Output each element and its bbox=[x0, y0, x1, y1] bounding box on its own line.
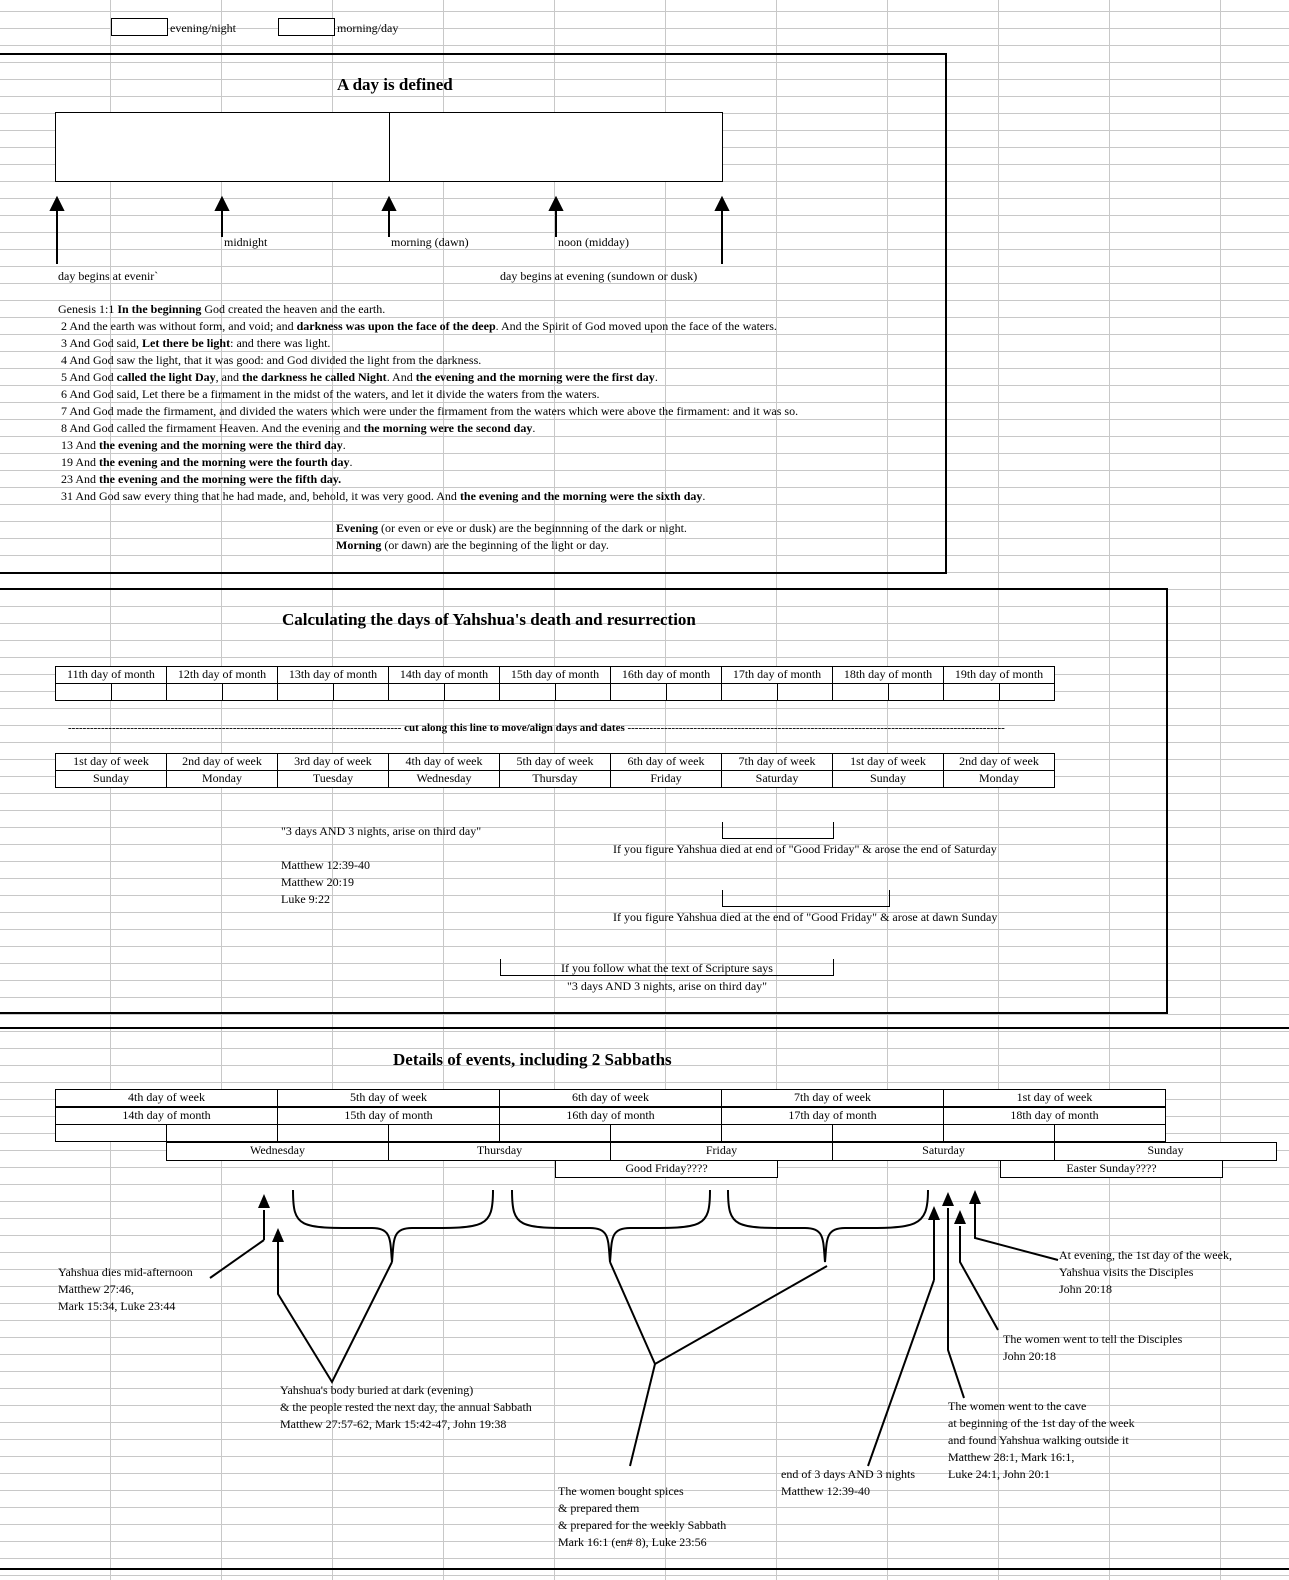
event-body-buried bbox=[280, 1382, 532, 1433]
week-cell: 2nd day of week bbox=[943, 753, 1055, 771]
visit-line: At evening, the 1st day of the week, bbox=[1059, 1248, 1232, 1262]
label-day-begins-left: day begins at evenir` bbox=[58, 269, 159, 283]
weekday-cell: Monday bbox=[943, 770, 1055, 788]
verse-text: 6 And God said, Let there be a firmament in the midst of the waters, and let it divide the waters from the waters. bbox=[58, 387, 600, 401]
weekday-cell: Saturday bbox=[832, 1142, 1055, 1161]
week-cell: 6th day of week bbox=[499, 1089, 722, 1107]
week-cell: 3rd day of week bbox=[277, 753, 389, 771]
verse-text: . bbox=[654, 370, 658, 384]
weekday-cell: Friday bbox=[610, 770, 722, 788]
month-cell: 12th day of month bbox=[166, 666, 278, 684]
week-cell: 1st day of week bbox=[832, 753, 944, 771]
verse-text: the evening and the morning were the fifth day. bbox=[99, 472, 342, 486]
cave-line: and found Yahshua walking outside it bbox=[948, 1433, 1129, 1447]
cave-line: Matthew 28:1, Mark 16:1, bbox=[948, 1450, 1075, 1464]
week-cell: 7th day of week bbox=[721, 1089, 944, 1107]
visit-line: John 20:18 bbox=[1059, 1282, 1113, 1296]
note-text: (or dawn) are the beginning of the light or day. bbox=[381, 538, 609, 552]
verse-text: . And bbox=[386, 370, 416, 384]
verse-text: . bbox=[702, 489, 706, 503]
note-text: Evening bbox=[336, 521, 379, 535]
month-cell: 15th day of month bbox=[277, 1107, 500, 1125]
weekday-cell: Thursday bbox=[499, 770, 611, 788]
verse-text: 23 And bbox=[58, 472, 100, 486]
verse-text: called the light Day bbox=[116, 370, 216, 384]
month-cell: 16th day of month bbox=[610, 666, 722, 684]
week-cell: 4th day of week bbox=[55, 1089, 278, 1107]
verse-text: Genesis 1:1 bbox=[58, 302, 118, 316]
weekday-cell: Wednesday bbox=[388, 770, 500, 788]
verse-text: the evening and the morning were the third day bbox=[99, 438, 343, 452]
end3-line: end of 3 days AND 3 nights bbox=[781, 1467, 915, 1481]
weekday-cell: Wednesday bbox=[166, 1142, 389, 1161]
weekday-cell: Monday bbox=[166, 770, 278, 788]
scenario3-text-2: "3 days AND 3 nights, arise on third day" bbox=[566, 979, 768, 993]
event-yahshua-dies bbox=[58, 1264, 193, 1315]
note-text: (or even or eve or dusk) are the beginnning of the dark or night. bbox=[378, 521, 687, 535]
weekday-cell: Thursday bbox=[388, 1142, 611, 1161]
verse-text: 3 And God said, bbox=[58, 336, 142, 350]
dies-line: Mark 15:34, Luke 23:44 bbox=[58, 1299, 176, 1313]
label-midnight: midnight bbox=[224, 235, 268, 249]
month-cell: 14th day of month bbox=[388, 666, 500, 684]
verse-text: 8 And God called the firmament Heaven. And the evening and bbox=[58, 421, 364, 435]
week-cell: 6th day of week bbox=[610, 753, 722, 771]
buried-line: Matthew 27:57-62, Mark 15:42-47, John 19:38 bbox=[280, 1417, 507, 1431]
month-cell: 14th day of month bbox=[55, 1107, 278, 1125]
cave-line: at beginning of the 1st day of the week bbox=[948, 1416, 1135, 1430]
cave-line: Luke 24:1, John 20:1 bbox=[948, 1467, 1050, 1481]
verse-text: the morning were the second day bbox=[363, 421, 533, 435]
week-cell: 5th day of week bbox=[499, 753, 611, 771]
verse-text: . bbox=[532, 421, 536, 435]
legend-day-label: morning/day bbox=[337, 21, 399, 35]
event-women-spices bbox=[558, 1483, 726, 1551]
ref-luke-9: Luke 9:22 bbox=[281, 892, 330, 906]
weekday-cell: Saturday bbox=[721, 770, 833, 788]
verse-text: the evening and the morning were the fourth day bbox=[99, 455, 350, 469]
verse-text: 5 And God bbox=[58, 370, 117, 384]
verse-text: 2 And the earth was without form, and void; and bbox=[58, 319, 297, 333]
section3-title: Details of events, including 2 Sabbaths bbox=[393, 1050, 672, 1069]
label-morning: morning (dawn) bbox=[391, 235, 469, 249]
verse-text: . bbox=[342, 438, 346, 452]
note-text: Morning bbox=[336, 538, 382, 552]
month-cell: 18th day of month bbox=[832, 666, 944, 684]
verse-text: . And the Spirit of God moved upon the face of the waters. bbox=[495, 319, 777, 333]
week-cell: 1st day of week bbox=[55, 753, 167, 771]
month-cell: 18th day of month bbox=[943, 1107, 1166, 1125]
event-women-cave bbox=[948, 1398, 1135, 1483]
spices-line: & prepared for the weekly Sabbath bbox=[558, 1518, 727, 1532]
spices-line: Mark 16:1 (en# 8), Luke 23:56 bbox=[558, 1535, 707, 1549]
verse-text: In the beginning bbox=[117, 302, 202, 316]
verse-text: the evening and the morning were the first day bbox=[415, 370, 655, 384]
verse-text: 19 And bbox=[58, 455, 100, 469]
ref-matthew-12: Matthew 12:39-40 bbox=[281, 858, 370, 872]
label-day-begins-right: day begins at evening (sundown or dusk) bbox=[500, 269, 698, 283]
month-cell: 13th day of month bbox=[277, 666, 389, 684]
weekday-cell: Sunday bbox=[832, 770, 944, 788]
verse-text: 4 And God saw the light, that it was good: and God divided the light from the darkness. bbox=[58, 353, 482, 367]
visit-line: Yahshua visits the Disciples bbox=[1059, 1265, 1194, 1279]
weekday-cell: Sunday bbox=[1054, 1142, 1277, 1161]
week-cell: 1st day of week bbox=[943, 1089, 1166, 1107]
week-cell: 2nd day of week bbox=[166, 753, 278, 771]
month-cell: 16th day of month bbox=[499, 1107, 722, 1125]
tell-line: John 20:18 bbox=[1003, 1349, 1057, 1363]
verse-text: . bbox=[349, 455, 353, 469]
week-cell: 4th day of week bbox=[388, 753, 500, 771]
label-noon: noon (midday) bbox=[558, 235, 629, 249]
spices-line: The women bought spices bbox=[558, 1484, 684, 1498]
verse-text: the evening and the morning were the sixth day bbox=[459, 489, 703, 503]
week-cell: 5th day of week bbox=[277, 1089, 500, 1107]
verse-text: Let there be light bbox=[142, 336, 231, 350]
good-friday-label: Good Friday???? bbox=[555, 1160, 778, 1178]
dies-line: Matthew 27:46, bbox=[58, 1282, 134, 1296]
buried-line: & the people rested the next day, the annual Sabbath bbox=[280, 1400, 532, 1414]
weekday-cell: Tuesday bbox=[277, 770, 389, 788]
spices-line: & prepared them bbox=[558, 1501, 640, 1515]
buried-line: Yahshua's body buried at dark (evening) bbox=[280, 1383, 474, 1397]
verse-text: 7 And God made the firmament, and divided the waters which were under the firmament from the waters which were above the firmament: and it was so. bbox=[58, 404, 799, 418]
verse-text: God created the heaven and the earth. bbox=[201, 302, 386, 316]
quote-3-days: "3 days AND 3 nights, arise on third day" bbox=[281, 824, 482, 838]
ref-matthew-20: Matthew 20:19 bbox=[281, 875, 354, 889]
section1-title: A day is defined bbox=[337, 75, 453, 94]
verse-text: : and there was light. bbox=[230, 336, 331, 350]
event-end-3-days bbox=[781, 1466, 915, 1500]
verse-text: 31 And God saw every thing that he had made, and, behold, it was very good. And bbox=[58, 489, 460, 503]
legend-night-label: evening/night bbox=[170, 21, 236, 35]
verse-text: , and bbox=[215, 370, 242, 384]
verse-text: darkness was upon the face of the deep bbox=[296, 319, 496, 333]
verse-text: the darkness he called Night bbox=[242, 370, 387, 384]
dies-line: Yahshua dies mid-afternoon bbox=[58, 1265, 193, 1279]
end3-line: Matthew 12:39-40 bbox=[781, 1484, 870, 1498]
scenario2-text: If you figure Yahshua died at the end of "Good Friday" & arose at dawn Sunday bbox=[613, 910, 998, 924]
month-cell: 19th day of month bbox=[943, 666, 1055, 684]
month-cell: 15th day of month bbox=[499, 666, 611, 684]
cut-line: ------------------------------------------------------------------------------------------- cut along this line to move/align days and dates ------------------------------------------------------------------------------------------------------- bbox=[68, 722, 1005, 734]
event-visits-disciples bbox=[1059, 1247, 1232, 1298]
month-cell: 17th day of month bbox=[721, 1107, 944, 1125]
month-cell: 11th day of month bbox=[55, 666, 167, 684]
verse-text: 13 And bbox=[58, 438, 100, 452]
tell-line: The women went to tell the Disciples bbox=[1003, 1332, 1183, 1346]
section2-title: Calculating the days of Yahshua's death and resurrection bbox=[282, 610, 696, 629]
weekday-cell: Sunday bbox=[55, 770, 167, 788]
easter-sunday-label: Easter Sunday???? bbox=[1000, 1160, 1223, 1178]
weekday-cell: Friday bbox=[610, 1142, 833, 1161]
event-tell-disciples bbox=[1003, 1331, 1182, 1365]
scenario3-text-1: If you follow what the text of Scripture says bbox=[561, 961, 773, 975]
week-cell: 7th day of week bbox=[721, 753, 833, 771]
cave-line: The women went to the cave bbox=[948, 1399, 1087, 1413]
scenario1-text: If you figure Yahshua died at end of "Good Friday" & arose the end of Saturday bbox=[613, 842, 997, 856]
month-cell: 17th day of month bbox=[721, 666, 833, 684]
